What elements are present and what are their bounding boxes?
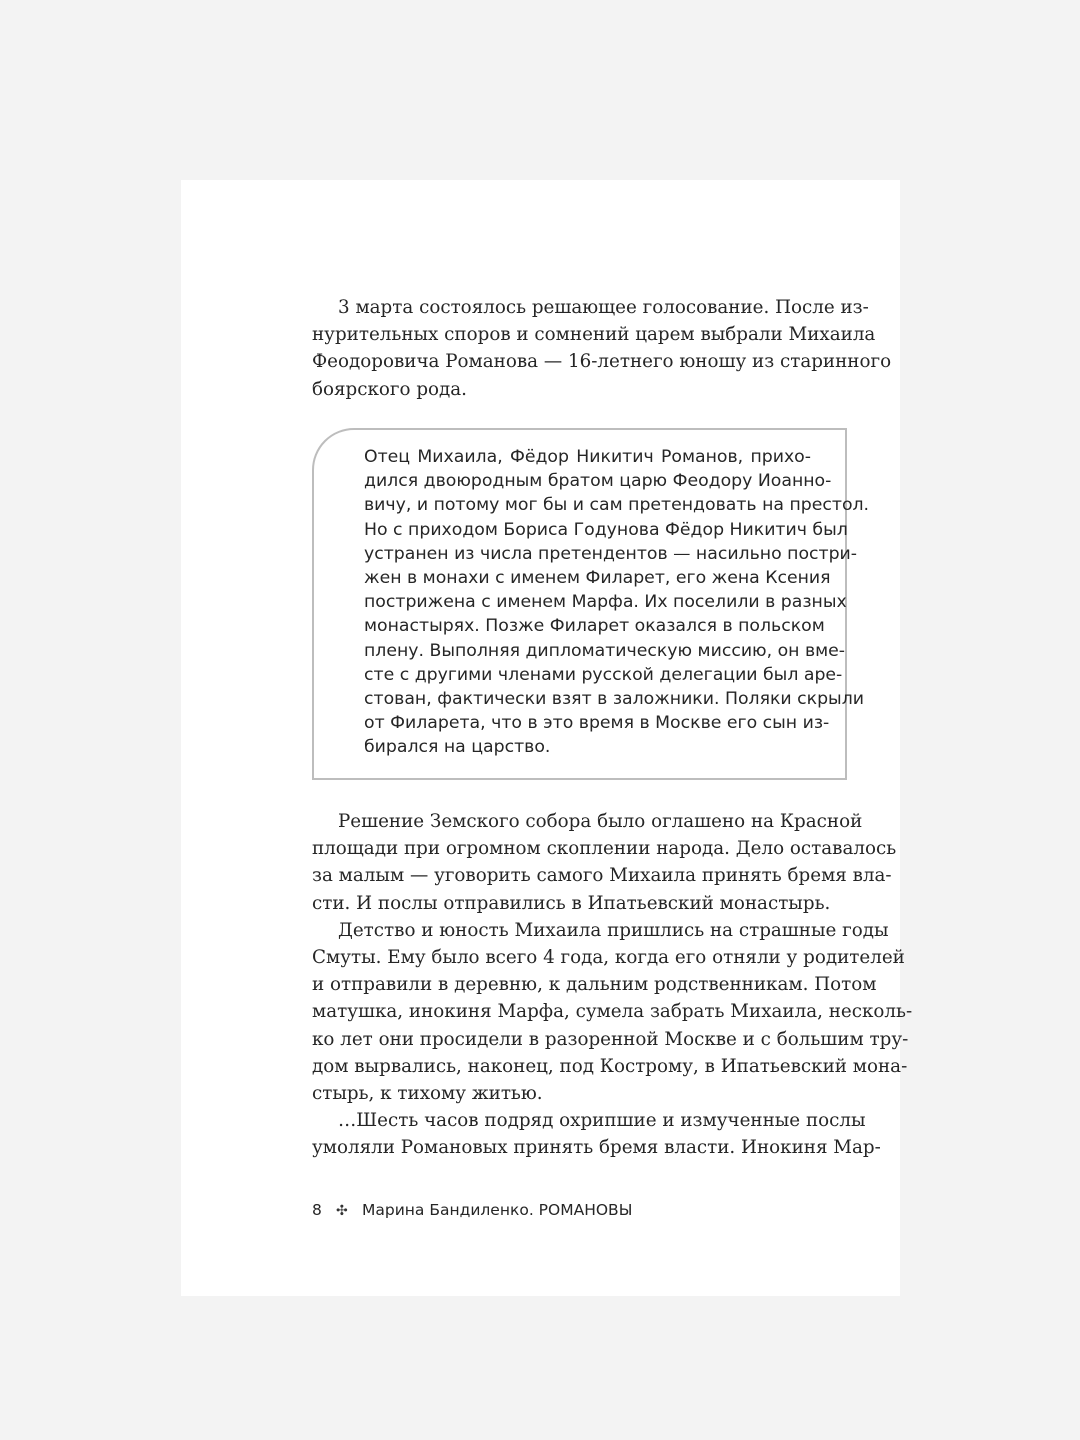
sidebar-line: пострижена с именем Марфа. Их поселили в разных (364, 592, 847, 613)
sidebar-line: монастырях. Позже Филарет оказался в польском (364, 616, 825, 637)
sidebar-line: вичу, и потому мог бы и сам претендовать на престол. (364, 495, 870, 516)
page-number: 8 (312, 1201, 322, 1219)
sidebar-line: устранен из числа претендентов — насильно постри- (364, 543, 858, 564)
sidebar-line: Отец Михаила, Фёдор Никитич Романов, прихо- (364, 447, 811, 467)
four-dot-ornament-icon: ✣ (336, 1203, 348, 1219)
sidebar-line: бирался на царство. (364, 737, 551, 758)
sidebar-line: жен в монахи с именем Филарет, его жена Ксения (364, 568, 831, 589)
sidebar-line: стован, фактически взят в заложники. Поляки скрыли (364, 689, 864, 710)
text-line: сти. И послы отправились в Ипатьевский монастырь. (312, 892, 831, 914)
text-line: ко лет они просидели в разоренной Москве и с большим тру- (312, 1028, 909, 1050)
text-line: и отправили в деревню, к дальним родственникам. Потом (312, 974, 877, 996)
sidebar-line: от Филарета, что в это время в Москве его сын из- (364, 713, 830, 734)
page-footer (312, 1198, 712, 1222)
paragraph-childhood (312, 917, 913, 1107)
text-line: стырь, к тихому житью. (312, 1083, 543, 1105)
text-line: Смуты. Ему было всего 4 года, когда его отняли у родителей (312, 947, 905, 969)
text-line: за малым — уговорить самого Михаила принять бремя вла- (312, 865, 892, 887)
paragraph-envoys (312, 1107, 881, 1161)
sidebar-line: плену. Выполняя дипломатическую миссию, он вме- (364, 640, 846, 661)
sidebar-line: сте с другими членами русской делегации был аре- (364, 664, 843, 685)
body-text-lower (312, 808, 913, 1162)
paragraph-decision (312, 808, 897, 917)
text-line: 3 марта состоялось решающее голосование. После из- (338, 297, 869, 318)
sidebar-line: Но с приходом Бориса Годунова Фёдор Никитич был (364, 519, 848, 540)
running-title: Марина Бандиленко. РОМАНОВЫ (362, 1201, 633, 1219)
sidebar-text (364, 445, 870, 760)
text-line: Решение Земского собора было оглашено на Красной (338, 811, 863, 832)
text-line: Детство и юность Михаила пришлись на страшные годы (338, 919, 889, 941)
sidebar-box (312, 428, 870, 780)
text-line: умоляли Романовых принять бремя власти. Инокиня Мар- (312, 1137, 881, 1159)
paragraph-voting (312, 294, 892, 403)
text-line: площади при огромном скоплении народа. Дело оставалось (312, 838, 897, 860)
sidebar-line: дился двоюродным братом царю Феодору Иоанно- (364, 471, 832, 492)
text-line: боярского рода. (312, 378, 467, 400)
text-line: …Шесть часов подряд охрипшие и измученные послы (338, 1110, 866, 1132)
text-line: дом вырвались, наконец, под Кострому, в Ипатьевский мона- (312, 1055, 908, 1077)
text-line: нурительных споров и сомнений царем выбрали Михаила (312, 324, 876, 346)
text-line: матушка, инокиня Марфа, сумела забрать Михаила, несколь- (312, 1001, 913, 1023)
text-line: Феодоровича Романова — 16-летнего юношу из старинного (312, 351, 892, 373)
